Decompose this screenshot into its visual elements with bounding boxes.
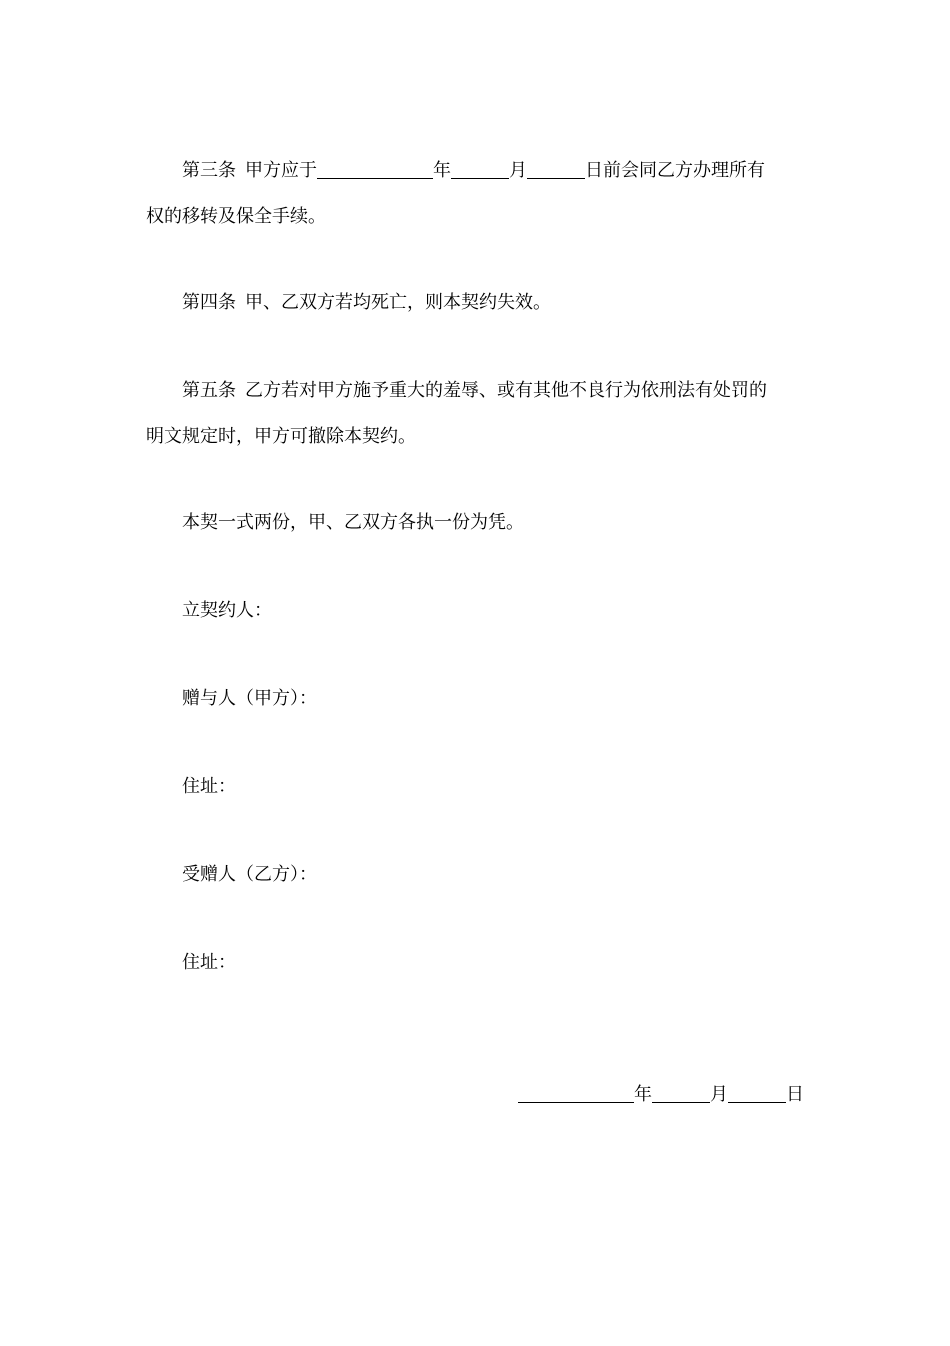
signing-date [518, 1072, 804, 1118]
donee-label: 受赠人（乙方）： [182, 864, 317, 885]
article-3-line-1 [146, 148, 810, 194]
article-5-line-2: 明文规定时，甲方可撤除本契约。 [146, 426, 416, 447]
signers-header [146, 588, 810, 634]
article-4-label: 第四条 [182, 292, 236, 313]
year-label: 年 [433, 160, 451, 181]
article-3-label: 第三条 [182, 160, 236, 181]
article-3-line-2: 权的移转及保全手续。 [146, 206, 326, 227]
date-day-blank[interactable] [728, 1084, 786, 1103]
date-month-blank[interactable] [652, 1084, 710, 1103]
date-month-label: 月 [710, 1084, 728, 1105]
date-year-blank[interactable] [518, 1084, 634, 1103]
date-day-label: 日 [786, 1084, 804, 1105]
copies-text: 本契一式两份，甲、乙双方各执一份为凭。 [182, 512, 524, 533]
article-3-text-b: 日前会同乙方办理所有 [585, 160, 765, 181]
article-5-line-1 [146, 368, 810, 414]
article-4 [146, 280, 810, 326]
donor-row [146, 676, 810, 722]
month-blank[interactable] [451, 160, 509, 179]
copies-clause [146, 500, 810, 546]
article-5-text: 乙方若对甲方施予重大的羞辱、或有其他不良行为依刑法有处罚的 [245, 380, 767, 401]
day-blank[interactable] [527, 160, 585, 179]
month-label: 月 [509, 160, 527, 181]
donee-address-row [146, 940, 810, 986]
donee-row [146, 852, 810, 898]
year-blank[interactable] [317, 160, 433, 179]
article-5 [146, 368, 810, 460]
date-year-label: 年 [634, 1084, 652, 1105]
article-3 [146, 148, 810, 240]
donor-address-label: 住址： [182, 776, 236, 797]
donor-address-row [146, 764, 810, 810]
article-5-label: 第五条 [182, 380, 236, 401]
signers-header-text: 立契约人： [182, 600, 272, 621]
article-4-text: 甲、乙双方若均死亡，则本契约失效。 [245, 292, 551, 313]
donee-address-label: 住址： [182, 952, 236, 973]
article-3-text-a: 甲方应于 [245, 160, 317, 181]
article-4-line [146, 280, 810, 326]
donor-label: 赠与人（甲方）： [182, 688, 317, 709]
